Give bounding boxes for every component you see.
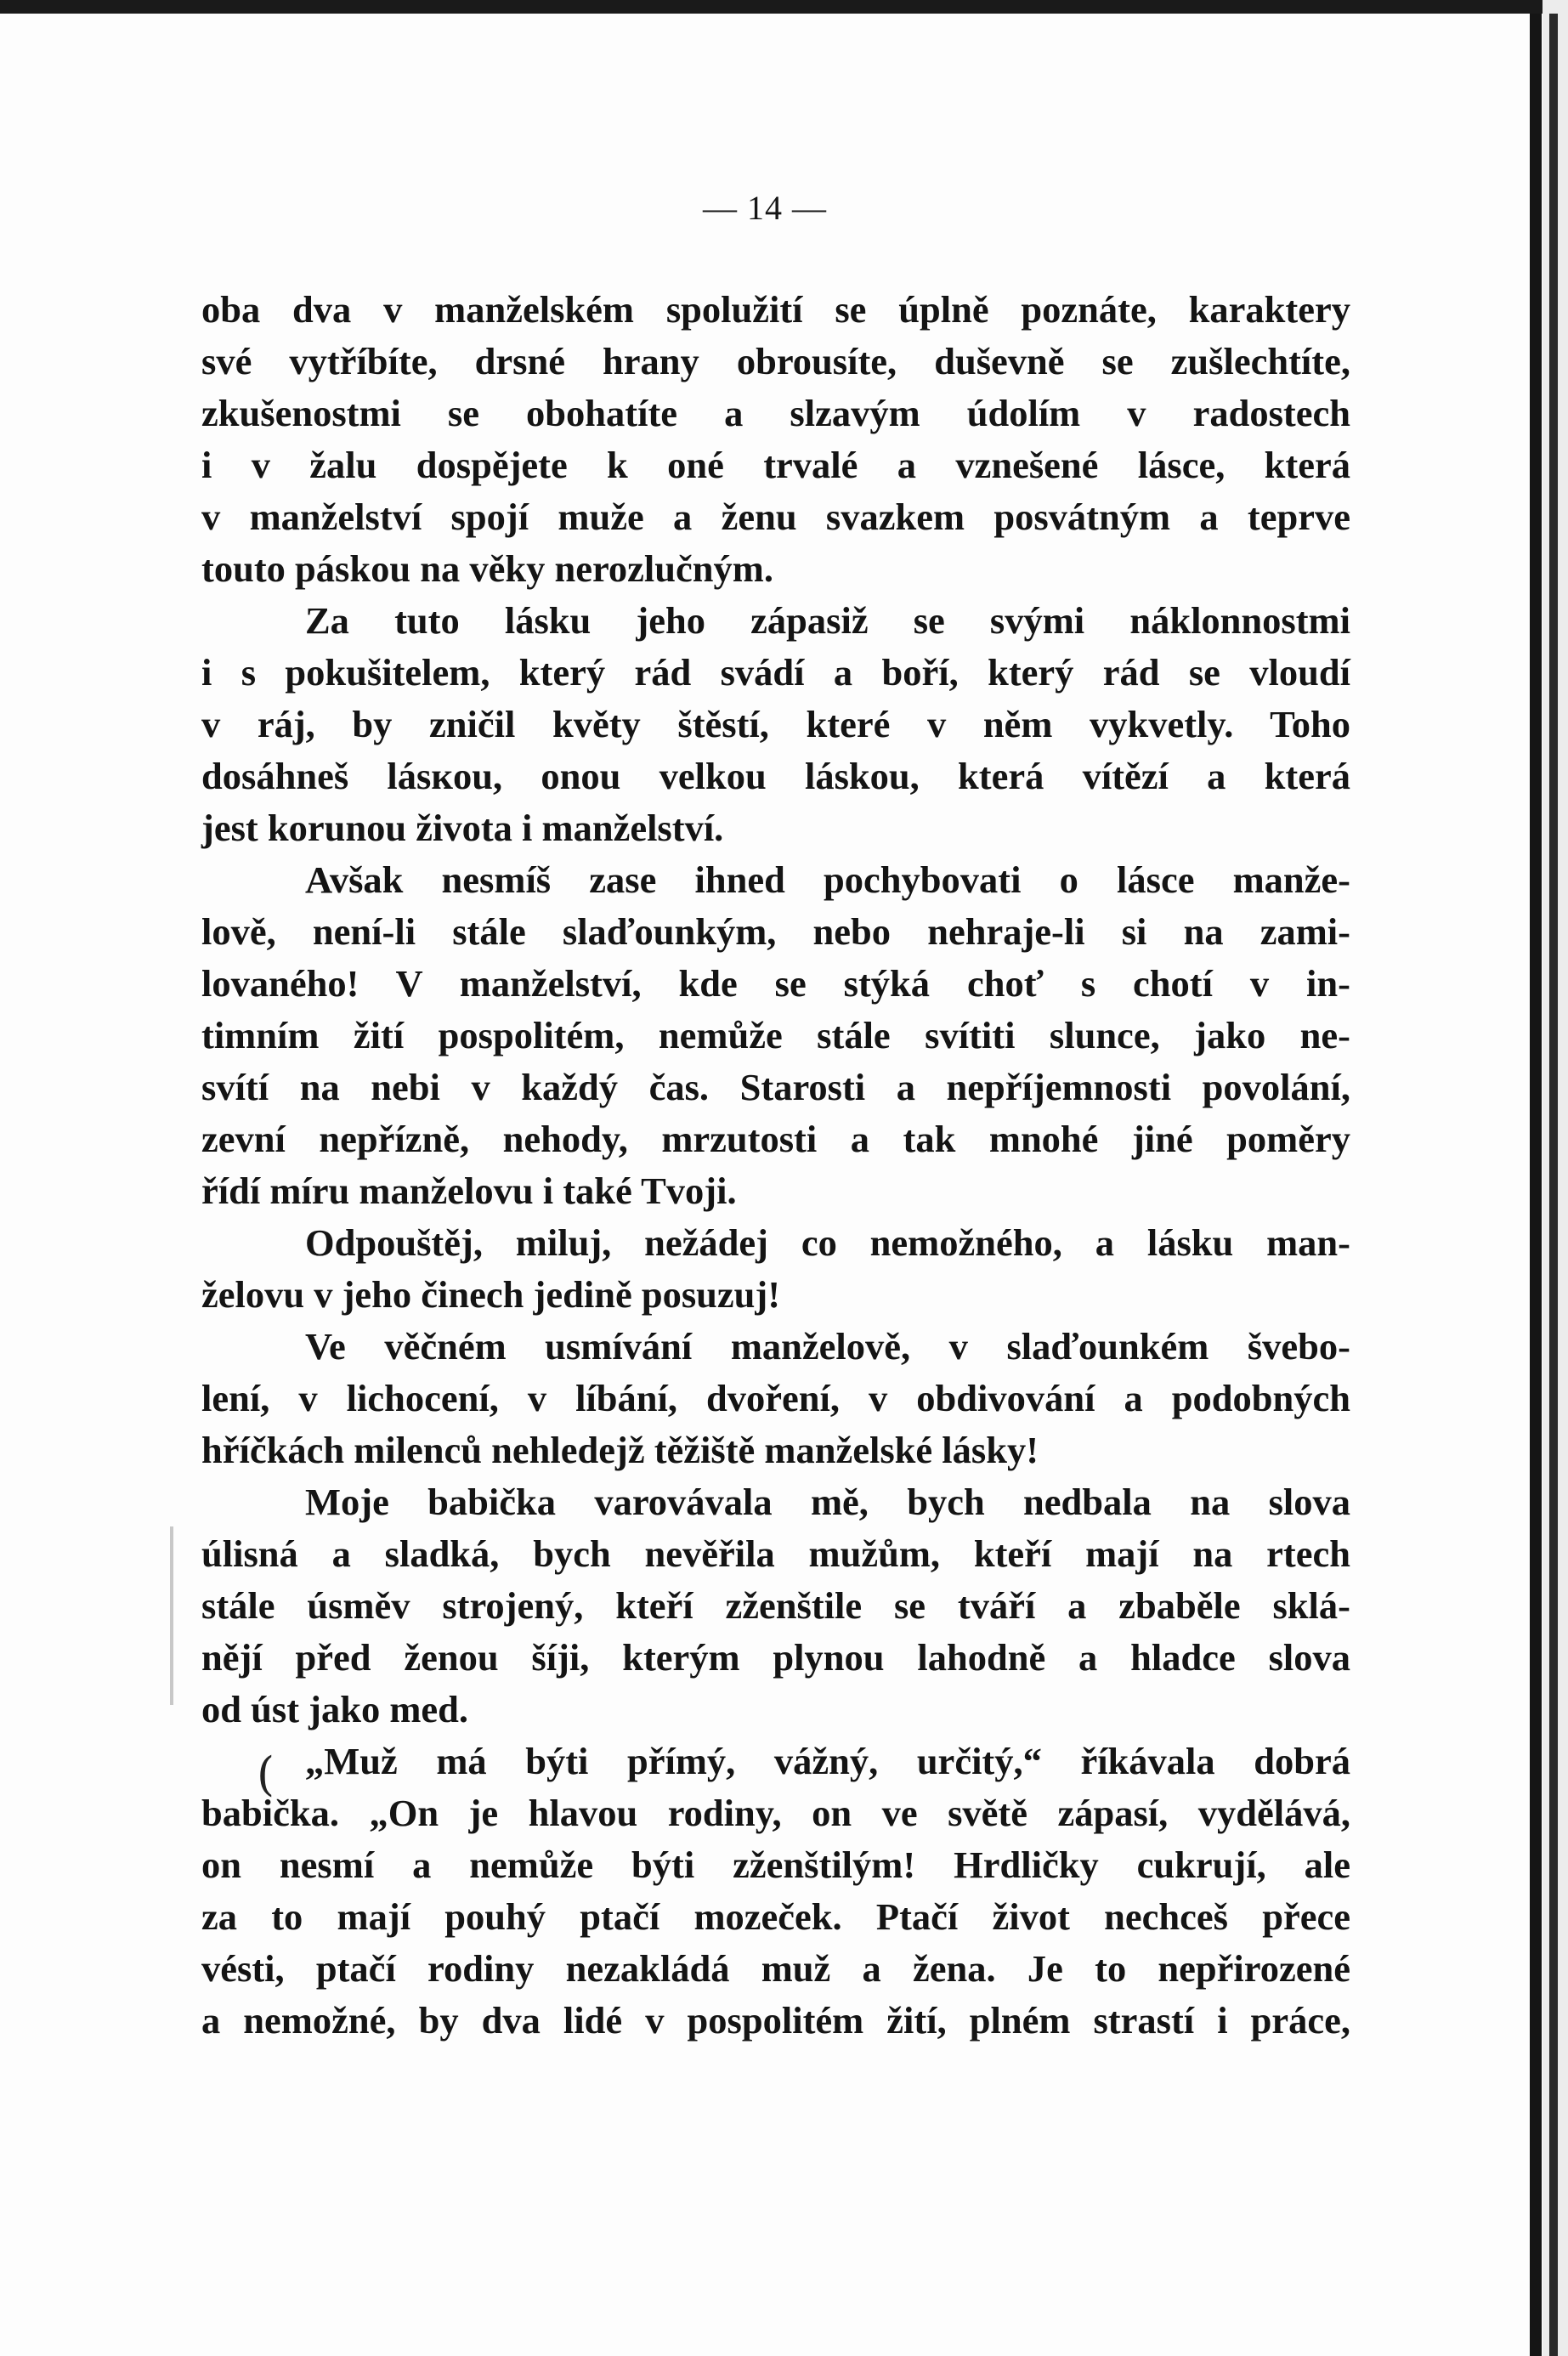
scan-binding-edge-outer	[1549, 14, 1558, 2356]
text-line: nějí před ženou šíji, kterým plynou lahodně a hladce slova	[201, 1636, 1350, 1679]
paragraph-5	[201, 1321, 1350, 1476]
text-line: Avšak nesmíš zase ihned pochybovati o lásce manže-	[305, 858, 1350, 901]
text-line: Moje babička varovávala mě, bych nedbala na slova	[305, 1481, 1350, 1523]
text-line: Za tuto lásku jeho zápasiž se svými náklonnostmi	[305, 599, 1350, 642]
book-page	[0, 14, 1530, 2356]
text-line: vésti, ptačí rodiny nezakládá muž a žena. Je to nepřirozené	[201, 1947, 1350, 1990]
text-line: lovaného! V manželství, kde se stýká choť s chotí v in-	[201, 962, 1350, 1005]
paragraph-4	[201, 1217, 1350, 1321]
text-line: lení, v lichocení, v líbání, dvoření, v obdivování a podobných	[201, 1377, 1350, 1419]
text-line: jest korunou života i manželství.	[201, 807, 724, 849]
paragraph-7	[201, 1736, 1350, 2047]
text-line: svítí na nebi v každý čas. Starosti a nepříjemnosti povolání,	[201, 1066, 1350, 1108]
paragraph-1	[201, 284, 1350, 595]
text-line: zevní nepřízně, nehody, mrzutosti a tak mnohé jiné poměry	[201, 1118, 1350, 1160]
text-line: babička. „On je hlavou rodiny, on ve světě zápasí, vydělává,	[201, 1792, 1350, 1834]
text-line: stále úsměv strojený, kteří zženštile se tváří a zbaběle sklá-	[201, 1584, 1350, 1627]
text-line: dosáhneš lásкou, onou velkou láskou, která vítězí a která	[201, 755, 1350, 797]
text-line: Odpouštěj, miluj, nežádej co nemožného, a lásku man-	[305, 1221, 1350, 1264]
text-line: oba dva v manželském spolužití se úplně poznáte, karaktery	[201, 288, 1350, 331]
page-number: — 14 —	[703, 189, 827, 227]
text-line: on nesmí a nemůže býti zženštilým! Hrdličky cukrují, ale	[201, 1843, 1350, 1886]
text-line: a nemožné, by dva lidé v pospolitém žití, plném strastí i práce,	[201, 1999, 1350, 2042]
text-line: své vytříbíte, drsné hrany obrousíte, duševně se zušlechtíte,	[201, 340, 1350, 382]
pencil-margin-mark	[170, 1526, 173, 1705]
pencil-bracket-mark: (	[257, 1747, 275, 1801]
text-line: i v žalu dospějete k oné trvalé a vznešené lásce, která	[201, 444, 1350, 486]
text-line: želovu v jeho činech jedině posuzuj!	[201, 1273, 781, 1316]
text-line: Ve věčném usmívání manželově, v slaďounkém švebo-	[305, 1325, 1350, 1368]
paragraph-6	[201, 1476, 1350, 1736]
text-line: úlisná a sladká, bych nevěřila mužům, kteří mají na rtech	[201, 1532, 1350, 1575]
paragraph-3	[201, 854, 1350, 1217]
text-line: od úst jako med.	[201, 1688, 469, 1730]
text-line: lově, není-li stále slaďounkým, nebo nehraje-li si na zami-	[201, 910, 1350, 953]
text-line: v ráj, by zničil květy štěstí, které v něm vykvetly. Toho	[201, 703, 1350, 745]
text-line: touto páskou na věky nerozlučným.	[201, 547, 773, 590]
paragraph-2	[201, 595, 1350, 854]
text-line: hříčkách milenců nehledejž těžiště manželské lásky!	[201, 1429, 1039, 1471]
text-line: v manželství spojí muže a ženu svazkem posvátným a teprve	[201, 496, 1350, 538]
text-line: za to mají pouhý ptačí mozeček. Ptačí život nechceš přece	[201, 1895, 1350, 1938]
text-line: zkušenostmi se obohatíte a slzavým údolím v radostech	[201, 392, 1350, 434]
text-line: i s pokušitelem, který rád svádí a boří, který rád se vloudí	[201, 651, 1350, 694]
text-line: řídí míru manželovu i také Tvoji.	[201, 1170, 737, 1212]
scan-top-border	[0, 0, 1568, 14]
page-body-text	[201, 284, 1350, 2047]
scan-binding-edge	[1530, 14, 1542, 2356]
text-line: timním žití pospolitém, nemůže stále svítiti slunce, jako ne-	[201, 1014, 1350, 1056]
text-line: „Muž má býti přímý, vážný, určitý,“ říkávala dobrá	[305, 1740, 1350, 1782]
